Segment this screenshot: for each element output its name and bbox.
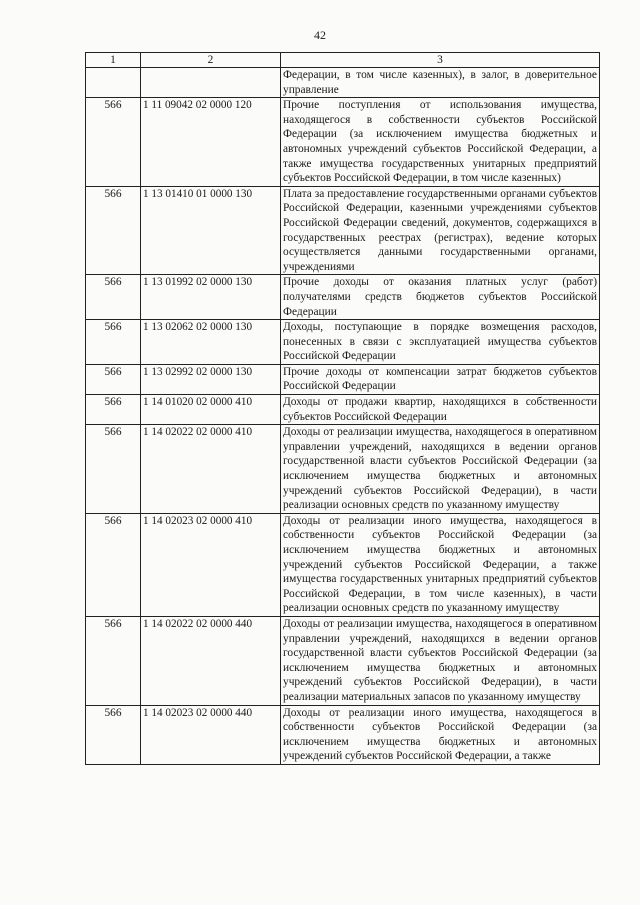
- admin-code-cell: 566: [86, 616, 141, 705]
- description-cell: Федерации, в том числе казенных), в залог, в доверительное управление: [281, 68, 600, 98]
- budget-code-cell: [141, 68, 281, 98]
- table-row: [86, 425, 600, 514]
- budget-code-cell: 1 14 02023 02 0000 440: [141, 705, 281, 764]
- admin-code-cell: 566: [86, 425, 141, 514]
- description-cell: Доходы, поступающие в порядке возмещения расходов, понесенных в связи с эксплуатацией имущества субъектов Российской Федерации: [281, 320, 600, 365]
- admin-code-cell: [86, 68, 141, 98]
- column-header-2: 2: [141, 53, 281, 68]
- admin-code-cell: 566: [86, 98, 141, 187]
- description-cell: Прочие поступления от использования имущества, находящегося в собственности субъектов Российской Федерации (за исключением имущества бюджетных и автономных учреждений субъектов Российской Федерации, а также имущества государственных унитарных предприятий субъектов Российской Федерации, в том числе казенных): [281, 98, 600, 187]
- table-row: [86, 513, 600, 616]
- description-cell: Доходы от реализации имущества, находящегося в оперативном управлении учреждений, находящихся в ведении органов государственной власти субъектов Российской Федерации (за исключением имущества бюджетных и автономных учреждений субъектов Российской Федерации), в части реализации основных средств по указанному имуществу: [281, 425, 600, 514]
- admin-code-cell: 566: [86, 513, 141, 616]
- table-header-row: [86, 53, 600, 68]
- description-cell: Плата за предоставление государственными органами субъектов Российской Федерации, казенными учреждениями субъектов Российской Федерации сведений, документов, содержащихся в государственных реестрах (регистрах), ведение которых осуществляется данными государственными органами, учреждениями: [281, 186, 600, 275]
- budget-code-cell: 1 14 02022 02 0000 440: [141, 616, 281, 705]
- column-header-1: 1: [86, 53, 141, 68]
- page-number: 42: [314, 28, 326, 42]
- budget-code-cell: 1 13 02992 02 0000 130: [141, 364, 281, 394]
- table-row: [86, 275, 600, 320]
- budget-code-cell: 1 13 02062 02 0000 130: [141, 320, 281, 365]
- table-row: [86, 395, 600, 425]
- table-row: [86, 616, 600, 705]
- description-cell: Прочие доходы от компенсации затрат бюджетов субъектов Российской Федерации: [281, 364, 600, 394]
- table-row: [86, 68, 600, 98]
- admin-code-cell: 566: [86, 705, 141, 764]
- table-row: [86, 320, 600, 365]
- budget-code-cell: 1 13 01410 01 0000 130: [141, 186, 281, 275]
- admin-code-cell: 566: [86, 275, 141, 320]
- table-row: [86, 364, 600, 394]
- budget-code-cell: 1 13 01992 02 0000 130: [141, 275, 281, 320]
- budget-code-cell: 1 14 02022 02 0000 410: [141, 425, 281, 514]
- description-cell: Прочие доходы от оказания платных услуг (работ) получателями средств бюджетов субъектов Российской Федерации: [281, 275, 600, 320]
- budget-code-cell: 1 14 01020 02 0000 410: [141, 395, 281, 425]
- description-cell: Доходы от реализации иного имущества, находящегося в собственности субъектов Российской Федерации (за исключением имущества бюджетных и автономных учреждений субъектов Российской Федерации, а также имущества государственных унитарных предприятий субъектов Российской Федерации, в том числе казенных), в части реализации основных средств по указанному имуществу: [281, 513, 600, 616]
- table-row: [86, 186, 600, 275]
- description-cell: Доходы от продажи квартир, находящихся в собственности субъектов Российской Федерации: [281, 395, 600, 425]
- description-cell: Доходы от реализации иного имущества, находящегося в собственности субъектов Российской Федерации (за исключением имущества бюджетных и автономных учреждений субъектов Российской Федерации, а также: [281, 705, 600, 764]
- income-codes-table: [85, 52, 600, 765]
- admin-code-cell: 566: [86, 395, 141, 425]
- table-row: [86, 98, 600, 187]
- admin-code-cell: 566: [86, 364, 141, 394]
- admin-code-cell: 566: [86, 186, 141, 275]
- budget-code-cell: 1 14 02023 02 0000 410: [141, 513, 281, 616]
- admin-code-cell: 566: [86, 320, 141, 365]
- table-row: [86, 705, 600, 764]
- budget-code-cell: 1 11 09042 02 0000 120: [141, 98, 281, 187]
- description-cell: Доходы от реализации имущества, находящегося в оперативном управлении учреждений, находящихся в ведении органов государственной власти субъектов Российской Федерации (за исключением имущества бюджетных и автономных учреждений субъектов Российской Федерации), в части реализации материальных запасов по указанному имуществу: [281, 616, 600, 705]
- column-header-3: 3: [281, 53, 600, 68]
